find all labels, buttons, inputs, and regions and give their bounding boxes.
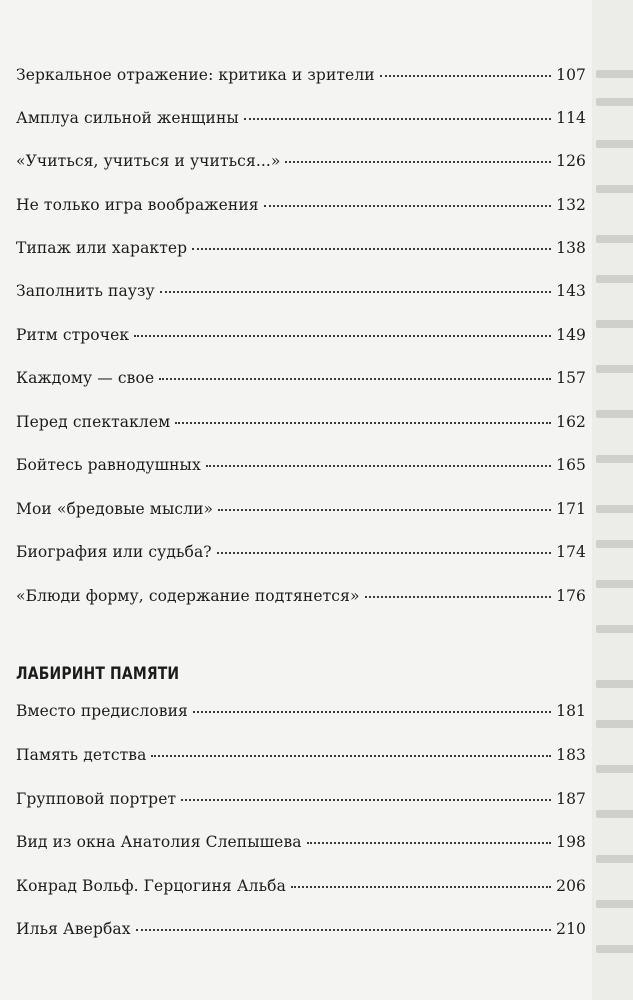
toc-entry: [16, 109, 586, 127]
dot-leader: [181, 799, 551, 801]
toc-entry-title: «Учиться, учиться и учиться...»: [16, 152, 281, 170]
toc-entry-page: 107: [556, 66, 586, 84]
toc-entry-title: «Блюди форму, содержание подтянется»: [16, 587, 360, 605]
toc-entry-page: 143: [556, 282, 586, 300]
toc-entry: [16, 920, 586, 938]
toc-entry: [16, 456, 586, 474]
toc-entry-title: Не только игра воображения: [16, 196, 259, 214]
toc-entry-title: Перед спектаклем: [16, 413, 171, 431]
toc-entry: [16, 877, 586, 895]
dot-leader: [175, 422, 551, 424]
toc-entry-title: Память детства: [16, 746, 147, 764]
toc-entry-page: 157: [556, 369, 586, 387]
toc-entry-page: 187: [556, 790, 586, 808]
dot-leader: [365, 596, 552, 598]
toc-entry: [16, 326, 586, 344]
toc-entry: [16, 790, 586, 808]
toc-entry: [16, 239, 586, 257]
toc-entry: [16, 587, 586, 605]
toc-entry-page: 174: [556, 543, 586, 561]
toc-entry-page: 171: [556, 500, 586, 518]
toc-entry: [16, 746, 586, 764]
dot-leader: [136, 929, 552, 931]
toc-entry-page: 181: [556, 702, 586, 720]
toc-entry: [16, 543, 586, 561]
opposite-page-bleed: [592, 0, 633, 1000]
dot-leader: [159, 378, 551, 380]
toc-entry-title: Групповой портрет: [16, 790, 177, 808]
toc-entry-title: Мои «бредовые мысли»: [16, 500, 214, 518]
dot-leader: [244, 118, 551, 120]
toc-entry: [16, 500, 586, 518]
toc-entry: [16, 196, 586, 214]
toc-entry-title: Каждому — свое: [16, 369, 155, 387]
dot-leader: [218, 509, 551, 511]
toc-entry-title: Бойтесь равнодушных: [16, 456, 201, 474]
toc-entry: [16, 369, 586, 387]
dot-leader: [264, 205, 551, 207]
dot-leader: [193, 711, 551, 713]
toc-entry-title: Вместо предисловия: [16, 702, 188, 720]
toc-entry-title: Амплуа сильной женщины: [16, 109, 239, 127]
dot-leader: [134, 335, 551, 337]
toc-entry-page: 198: [556, 833, 586, 851]
toc-entry-page: 132: [556, 196, 586, 214]
toc-entry: [16, 702, 586, 720]
toc-entry-page: 206: [556, 877, 586, 895]
toc-entry-page: 165: [556, 456, 586, 474]
toc-entry-title: Вид из окна Анатолия Слепышева: [16, 833, 302, 851]
toc-entry-title: Илья Авербах: [16, 920, 131, 938]
toc-entry-title: Типаж или характер: [16, 239, 188, 257]
toc-entry: [16, 282, 586, 300]
dot-leader: [380, 75, 551, 77]
dot-leader: [160, 291, 551, 293]
toc-entry-page: 138: [556, 239, 586, 257]
toc-entry-title: Заполнить паузу: [16, 282, 155, 300]
dot-leader: [291, 886, 551, 888]
toc-entry: [16, 66, 586, 84]
dot-leader: [192, 248, 551, 250]
dot-leader: [285, 161, 551, 163]
toc-entry-page: 162: [556, 413, 586, 431]
toc-entry-title: Конрад Вольф. Герцогиня Альба: [16, 877, 286, 895]
toc-entry-page: 210: [556, 920, 586, 938]
dot-leader: [151, 755, 551, 757]
toc-entry-page: 149: [556, 326, 586, 344]
toc-entry-title: Зеркальное отражение: критика и зрители: [16, 66, 375, 84]
toc-entry-title: Ритм строчек: [16, 326, 130, 344]
toc-entry-page: 183: [556, 746, 586, 764]
toc-entry-title: Биография или судьба?: [16, 543, 212, 561]
toc-entry: [16, 152, 586, 170]
dot-leader: [307, 842, 551, 844]
toc-entry-page: 114: [556, 109, 586, 127]
toc-entry-page: 176: [556, 587, 586, 605]
dot-leader: [206, 465, 551, 467]
toc-entry: [16, 413, 586, 431]
toc-entry: [16, 833, 586, 851]
section-heading: ЛАБИРИНТ ПАМЯТИ: [16, 664, 180, 684]
dot-leader: [217, 552, 551, 554]
toc-entry-page: 126: [556, 152, 586, 170]
